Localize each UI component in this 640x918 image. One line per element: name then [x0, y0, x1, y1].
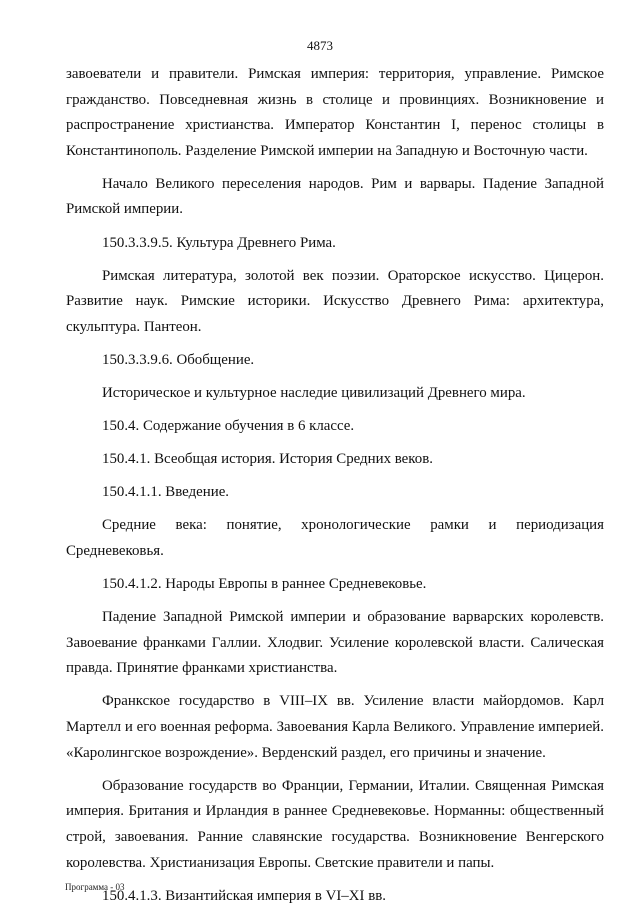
section-heading-roman-culture: 150.3.3.9.5. Культура Древнего Рима.	[102, 234, 336, 251]
paragraph-roman-culture: Римская литература, золотой век поэзии. Ораторское искусство. Цицерон. Развитие наук. Римские историки. Искусство Древнего Рима: архитектура, скульптура. Пантеон.	[66, 267, 604, 335]
paragraph-roman-empire: завоеватели и правители. Римская империя: территория, управление. Римское гражданство. Повседневная жизнь в столице и провинциях. Возникновение и распространение христианства. Император Константин I, перенос столицы в Константинополь. Разделение Римской империи на Западную и Восточную части.	[66, 66, 604, 159]
paragraph-heritage: Историческое и культурное наследие цивилизаций Древнего мира.	[102, 385, 526, 402]
document-body	[66, 62, 604, 917]
paragraph-middle-ages-definition: Средние века: понятие, хронологические рамки и периодизация Средневековья.	[66, 517, 604, 559]
section-heading-generalization: 150.3.3.9.6. Обобщение.	[102, 351, 255, 368]
section-heading-byzantium: 150.4.1.3. Византийская империя в VI–XI вв.	[102, 887, 386, 904]
section-heading-grade-6: 150.4. Содержание обучения в 6 классе.	[102, 418, 355, 435]
footer-label: Программа - 03	[65, 882, 125, 892]
section-heading-early-peoples: 150.4.1.2. Народы Европы в раннее Средневековье.	[102, 576, 427, 593]
paragraph-migration: Начало Великого переселения народов. Рим и варвары. Падение Западной Римской империи.	[66, 175, 604, 218]
paragraph-barbarian-kingdoms: Падение Западной Римской империи и образование варварских королевств. Завоевание франками Галлии. Хлодвиг. Усиление королевской власти. Салическая правда. Принятие франками христианства.	[66, 609, 604, 677]
section-heading-introduction: 150.4.1.1. Введение.	[102, 484, 230, 501]
page-number: 4873	[307, 38, 333, 53]
section-heading-middle-ages: 150.4.1. Всеобщая история. История Средних веков.	[102, 451, 433, 468]
paragraph-state-formation: Образование государств во Франции, Германии, Италии. Священная Римская империя. Британия и Ирландия в раннее Средневековье. Норманны: общественный строй, завоевания. Ранние славянские государства. Возникновение Венгерского королевства. Христианизация Европы. Светские правители и папы.	[66, 777, 604, 871]
paragraph-frankish-state: Франкское государство в VIII–IX вв. Усиление власти майордомов. Карл Мартелл и его военная реформа. Завоевания Карла Великого. Управление империей. «Каролингское возрождение». Верденский раздел, его причины и значение.	[66, 693, 604, 761]
